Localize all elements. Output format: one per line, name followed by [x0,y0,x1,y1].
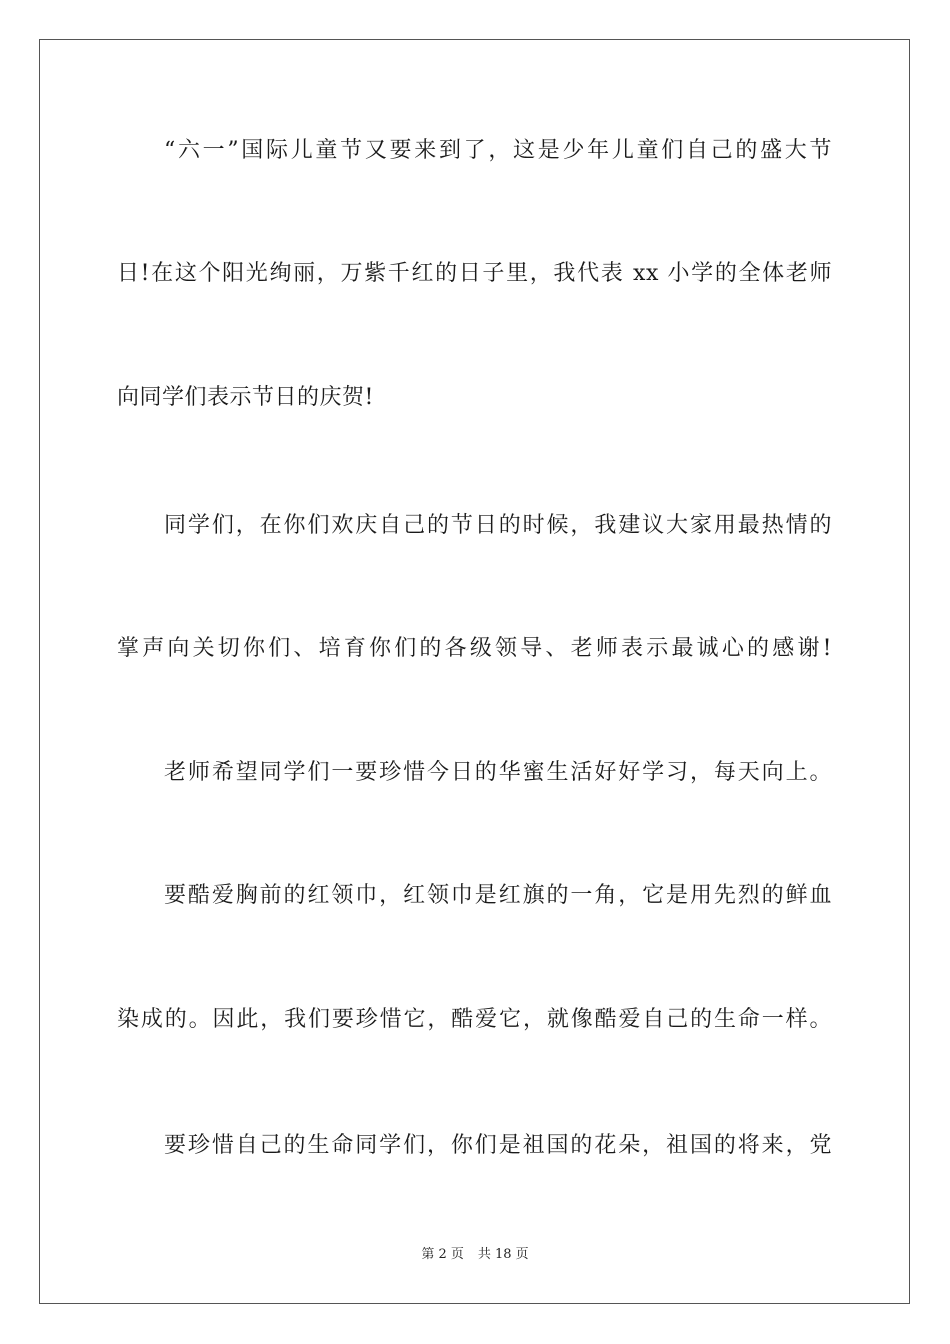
text-line: “六一”国际儿童节又要来到了，这是少年儿童们自己的盛大节 [164,138,832,163]
page-total: 共 18 页 [477,1247,529,1262]
page-frame [39,39,910,1304]
page-number: 第 2 页 [421,1247,464,1262]
text-line: 掌声向关切你们、培育你们的各级领导、老师表示最诚心的感谢! [117,636,832,661]
text-line: 向同学们表示节日的庆贺! [117,385,374,410]
text-line: 要酷爱胸前的红领巾，红领巾是红旗的一角，它是用先烈的鲜血 [164,883,832,908]
text-line: 老师希望同学们一要珍惜今日的华蜜生活好好学习，每天向上。 [164,760,832,785]
text-line: 日!在这个阳光绚丽，万紫千红的日子里，我代表 xx 小学的全体老师 [117,261,832,286]
page-footer [0,1246,950,1264]
text-line: 要珍惜自己的生命同学们，你们是祖国的花朵，祖国的将来，党 [164,1133,832,1158]
text-line: 同学们，在你们欢庆自己的节日的时候，我建议大家用最热情的 [164,513,832,538]
text-line: 染成的。因此，我们要珍惜它，酷爱它，就像酷爱自己的生命一样。 [117,1007,832,1032]
